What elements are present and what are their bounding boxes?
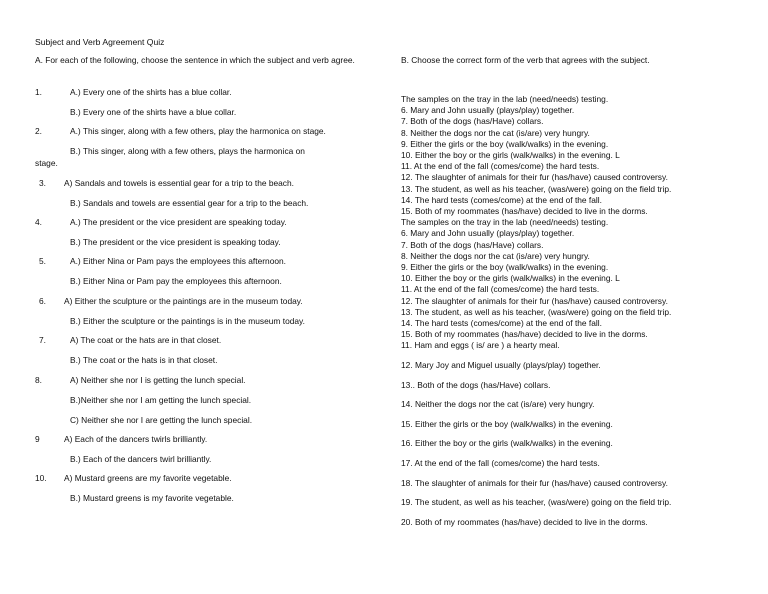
answer-option-a: A) Either the sculpture or the paintings are in the museum today. bbox=[64, 296, 303, 306]
answer-option-a: A.) The president or the vice president are speaking today. bbox=[70, 217, 287, 227]
answer-option-a: A.) This singer, along with a few others, play the harmonica on stage. bbox=[70, 126, 326, 136]
verb-question-line: 11. Ham and eggs ( is/ are ) a hearty meal. bbox=[401, 340, 560, 351]
question-number: 8. bbox=[35, 375, 42, 385]
verb-question-line: 15. Either the girls or the boy (walk/walks) in the evening. bbox=[401, 418, 613, 429]
verb-question-line: 13. The student, as well as his teacher, (was/were) going on the field trip. bbox=[401, 183, 672, 194]
verb-question-line: 10. Either the boy or the girls (walk/walks) in the evening. L bbox=[401, 273, 620, 284]
answer-option-a: A) Sandals and towels is essential gear for a trip to the beach. bbox=[64, 178, 294, 188]
answer-option-c: C) Neither she nor I are getting the lunch special. bbox=[70, 415, 253, 425]
answer-option-b: B.) Either Nina or Pam pay the employees this afternoon. bbox=[70, 276, 282, 286]
verb-question-line: 18. The slaughter of animals for their fur (has/have) caused controversy. bbox=[401, 477, 668, 488]
verb-question-line: 13.. Both of the dogs (has/Have) collars. bbox=[401, 379, 551, 390]
verb-question-line: 6. Mary and John usually (plays/play) together. bbox=[401, 105, 575, 116]
verb-question-line: 6. Mary and John usually (plays/play) together. bbox=[401, 228, 575, 239]
verb-question-line: 8. Neither the dogs nor the cat (is/are) very hungry. bbox=[401, 250, 590, 261]
verb-question-line: 15. Both of my roommates (has/have) decided to live in the dorms. bbox=[401, 206, 648, 216]
verb-question-line: 14. Neither the dogs nor the cat (is/are) very hungry. bbox=[401, 399, 595, 410]
verb-question-line: 12. The slaughter of animals for their fur (has/have) caused controversy. bbox=[401, 172, 668, 183]
answer-option-b2: stage. bbox=[35, 158, 58, 168]
question-number: 7. bbox=[39, 335, 46, 345]
answer-option-b: B.) Each of the dancers twirl brilliantly. bbox=[70, 454, 212, 464]
verb-question-line: 7. Both of the dogs (has/Have) collars. bbox=[401, 116, 544, 127]
verb-question-line: 13. The student, as well as his teacher, (was/were) going on the field trip. bbox=[401, 306, 672, 317]
question-number: 3. bbox=[39, 178, 46, 188]
verb-question-line: 12. Mary Joy and Miguel usually (plays/play) together. bbox=[401, 360, 601, 370]
verb-question-line: 20. Both of my roommates (has/have) decided to live in the dorms. bbox=[401, 516, 648, 527]
verb-question-line: 19. The student, as well as his teacher, (was/were) going on the field trip. bbox=[401, 497, 672, 508]
answer-option-b: B.) The president or the vice president is speaking today. bbox=[70, 237, 281, 247]
verb-question-line: 17. At the end of the fall (comes/come) the hard tests. bbox=[401, 458, 600, 468]
question-number: 1. bbox=[35, 87, 42, 97]
question-number: 10. bbox=[35, 473, 47, 483]
verb-question-line: 11. At the end of the fall (comes/come) the hard tests. bbox=[401, 161, 600, 172]
quiz-title: Subject and Verb Agreement Quiz bbox=[35, 37, 165, 47]
answer-option-b: B.) This singer, along with a few others, plays the harmonica on bbox=[70, 146, 305, 156]
verb-question-line: The samples on the tray in the lab (need/needs) testing. bbox=[401, 217, 609, 228]
answer-option-b: B.)Neither she nor I am getting the lunch special. bbox=[70, 395, 252, 405]
answer-option-a: A.) Either Nina or Pam pays the employees this afternoon. bbox=[70, 256, 286, 266]
verb-question-line: 11. At the end of the fall (comes/come) the hard tests. bbox=[401, 284, 600, 295]
verb-question-line: 7. Both of the dogs (has/Have) collars. bbox=[401, 239, 544, 250]
verb-question-line: 9. Either the girls or the boy (walk/walks) in the evening. bbox=[401, 262, 609, 272]
question-number: 2. bbox=[35, 126, 42, 136]
verb-question-line: 8. Neither the dogs nor the cat (is/are) very hungry. bbox=[401, 127, 590, 138]
question-number: 5. bbox=[39, 256, 46, 266]
verb-question-line: 14. The hard tests (comes/come) at the end of the fall. bbox=[401, 194, 602, 205]
verb-question-line: 14. The hard tests (comes/come) at the end of the fall. bbox=[401, 318, 602, 328]
answer-option-a: A) The coat or the hats are in that closet. bbox=[70, 335, 222, 345]
answer-option-b: B.) Sandals and towels are essential gear for a trip to the beach. bbox=[70, 198, 309, 208]
answer-option-b: B.) Mustard greens is my favorite vegetable. bbox=[70, 493, 234, 503]
answer-option-a: A) Each of the dancers twirls brilliantly. bbox=[64, 434, 208, 444]
answer-option-a: A.) Every one of the shirts has a blue collar. bbox=[70, 87, 232, 97]
verb-question-line: 9. Either the girls or the boy (walk/walks) in the evening. bbox=[401, 138, 609, 149]
verb-question-line: 15. Both of my roommates (has/have) decided to live in the dorms. bbox=[401, 329, 648, 340]
question-number: 9 bbox=[35, 434, 40, 444]
question-number: 4. bbox=[35, 217, 42, 227]
answer-option-a: A) Mustard greens are my favorite vegetable. bbox=[64, 473, 232, 483]
verb-question-line: 16. Either the boy or the girls (walk/walks) in the evening. bbox=[401, 438, 613, 449]
answer-option-b: B.) Every one of the shirts have a blue collar. bbox=[70, 107, 237, 117]
verb-question-line: 10. Either the boy or the girls (walk/walks) in the evening. L bbox=[401, 150, 620, 160]
question-number: 6. bbox=[39, 296, 46, 306]
answer-option-b: B.) Either the sculpture or the paintings is in the museum today. bbox=[70, 316, 305, 326]
verb-question-line: The samples on the tray in the lab (need/needs) testing. bbox=[401, 94, 609, 104]
answer-option-b: B.) The coat or the hats is in that closet. bbox=[70, 355, 218, 365]
section-a-instruction: A. For each of the following, choose the sentence in which the subject and verb agree. bbox=[35, 55, 355, 65]
verb-question-line: 12. The slaughter of animals for their fur (has/have) caused controversy. bbox=[401, 295, 668, 306]
section-b-instruction: B. Choose the correct form of the verb that agrees with the subject. bbox=[401, 55, 650, 65]
answer-option-a: A) Neither she nor I is getting the lunch special. bbox=[70, 375, 246, 385]
